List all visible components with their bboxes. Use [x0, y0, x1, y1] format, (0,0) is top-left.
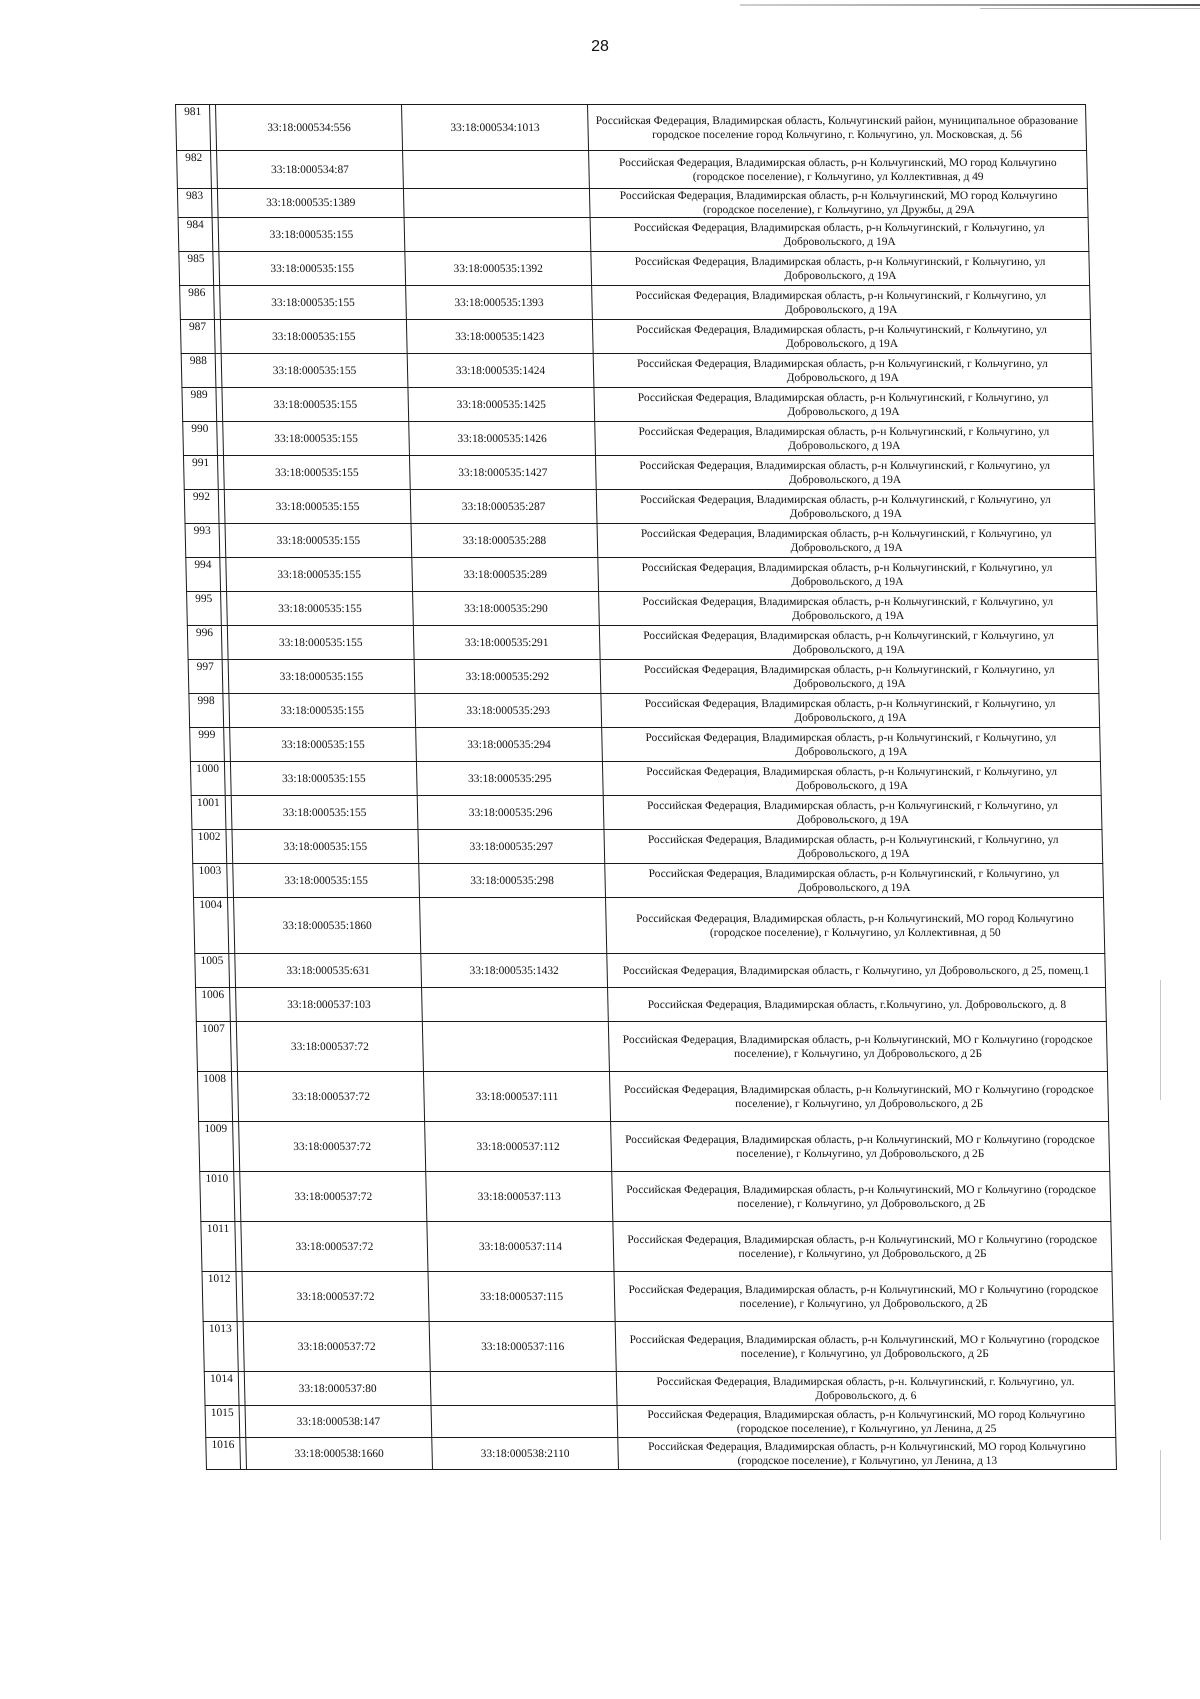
row-number: 1002: [192, 830, 227, 864]
cadastral-number: 33:18:000534:556: [216, 105, 403, 151]
registry-table-body: [176, 105, 1117, 1470]
address: Российская Федерация, Владимирская область, г Кольчугино, ул Добровольского, д 25, помещ.1: [607, 954, 1106, 988]
address: Российская Федерация, Владимирская область, р-н Кольчугинский, г Кольчугино, ул Добровольского, д 19А: [599, 626, 1098, 660]
address: Российская Федерация, Владимирская область, р-н Кольчугинский, г Кольчугино, ул Добровольского, д 19А: [602, 762, 1101, 796]
cadastral-number: 33:18:000537:80: [244, 1372, 431, 1406]
linked-cadastral-number: 33:18:000535:1432: [421, 954, 608, 988]
row-number: 986: [180, 286, 215, 320]
row-number: 1003: [193, 864, 228, 898]
row-number: 998: [189, 694, 224, 728]
linked-cadastral-number: 33:18:000535:1425: [408, 388, 595, 422]
linked-cadastral-number: 33:18:000537:116: [429, 1322, 616, 1372]
address: Российская Федерация, Владимирская область, р-н Кольчугинский, г Кольчугино, ул Добровольского, д 19А: [600, 660, 1099, 694]
cadastral-number: 33:18:000537:72: [241, 1222, 428, 1272]
linked-cadastral-number: 33:18:000538:2110: [432, 1438, 619, 1470]
table-row: [196, 1022, 1107, 1072]
table-row: [193, 864, 1104, 898]
cadastral-number: 33:18:000535:155: [219, 252, 406, 286]
cadastral-number: 33:18:000535:155: [227, 626, 414, 660]
row-number: 997: [188, 660, 223, 694]
linked-cadastral-number: 33:18:000535:292: [414, 660, 601, 694]
linked-cadastral-number: 33:18:000537:112: [425, 1122, 612, 1172]
linked-cadastral-number: [430, 1372, 617, 1406]
address: Российская Федерация, Владимирская область, р-н Кольчугинский, МО город Кольчугино (городское поселение), г Кольчугино, ул Ленина, д 13: [618, 1438, 1117, 1470]
cadastral-number: 33:18:000534:87: [217, 151, 404, 189]
cadastral-number: 33:18:000535:155: [222, 388, 409, 422]
address: Российская Федерация, Владимирская область, р-н Кольчугинский, г Кольчугино, ул Добровольского, д 19А: [595, 456, 1094, 490]
linked-cadastral-number: 33:18:000537:111: [423, 1072, 610, 1122]
address: Российская Федерация, Владимирская область, р-н Кольчугинский, г Кольчугино, ул Добровольского, д 19А: [602, 728, 1101, 762]
table-row: [183, 456, 1094, 490]
row-number: 989: [182, 388, 217, 422]
row-number: 993: [185, 524, 220, 558]
cadastral-number: 33:18:000535:155: [218, 218, 405, 252]
row-number: 1000: [190, 762, 225, 796]
row-number: 992: [184, 490, 219, 524]
address: Российская Федерация, Владимирская область, р-н Кольчугинский, г Кольчугино, ул Добровольского, д 19А: [604, 830, 1103, 864]
row-number: 985: [179, 252, 214, 286]
linked-cadastral-number: 33:18:000535:1393: [406, 286, 593, 320]
linked-cadastral-number: 33:18:000535:1392: [405, 252, 592, 286]
linked-cadastral-number: 33:18:000535:298: [419, 864, 606, 898]
cadastral-number: 33:18:000537:72: [243, 1322, 430, 1372]
linked-cadastral-number: 33:18:000535:296: [417, 796, 604, 830]
cadastral-number: 33:18:000535:155: [224, 490, 411, 524]
linked-cadastral-number: 33:18:000537:115: [428, 1272, 615, 1322]
table-row: [176, 105, 1087, 151]
row-number: 1008: [197, 1072, 232, 1122]
address: Российская Федерация, Владимирская область, р-н Кольчугинский, г Кольчугино, ул Добровольского, д 19А: [595, 422, 1094, 456]
table-row: [191, 796, 1102, 830]
address: Российская Федерация, Владимирская область, р-н Кольчугинский, г Кольчугино, ул Добровольского, д 19А: [601, 694, 1100, 728]
address: Российская Федерация, Владимирская область, г.Кольчугино, ул. Добровольского, д. 8: [608, 988, 1107, 1022]
address: Российская Федерация, Владимирская область, р-н Кольчугинский, г Кольчугино, ул Добровольского, д 19А: [592, 286, 1091, 320]
address: Российская Федерация, Владимирская область, р-н Кольчугинский, МО г Кольчугино (городское поселение), г Кольчугино, ул Добровольского, д 2Б: [609, 1072, 1108, 1122]
cadastral-number: 33:18:000537:72: [236, 1022, 423, 1072]
linked-cadastral-number: 33:18:000535:1424: [407, 354, 594, 388]
linked-cadastral-number: 33:18:000535:1426: [409, 422, 596, 456]
table-row: [206, 1438, 1117, 1470]
cadastral-number: 33:18:000535:155: [227, 592, 414, 626]
registry-table-wrapper: [175, 104, 1100, 1470]
cadastral-number: 33:18:000535:155: [229, 694, 416, 728]
address: Российская Федерация, Владимирская область, р-н Кольчугинский, МО г Кольчугино (городское поселение), г Кольчугино, ул Добровольского, д 2Б: [612, 1172, 1111, 1222]
linked-cadastral-number: 33:18:000535:290: [413, 592, 600, 626]
row-number: 988: [181, 354, 216, 388]
table-row: [187, 626, 1098, 660]
address: Российская Федерация, Владимирская область, р-н Кольчугинский, МО г Кольчугино (городское поселение), г Кольчугино, ул Добровольского, д 2Б: [615, 1322, 1114, 1372]
cadastral-number: 33:18:000535:1860: [234, 898, 421, 954]
table-row: [188, 660, 1099, 694]
table-row: [186, 558, 1097, 592]
linked-cadastral-number: 33:18:000537:113: [426, 1172, 613, 1222]
row-number: 981: [176, 105, 211, 151]
cadastral-number: 33:18:000535:155: [221, 354, 408, 388]
cadastral-number: 33:18:000535:631: [235, 954, 422, 988]
linked-cadastral-number: 33:18:000535:287: [410, 490, 597, 524]
table-row: [184, 490, 1095, 524]
row-number: 1015: [205, 1406, 240, 1438]
address: Российская Федерация, Владимирская область, р-н Кольчугинский, г Кольчугино, ул Добровольского, д 19А: [599, 592, 1098, 626]
table-row: [203, 1322, 1114, 1372]
scan-margin-mark: [1160, 1450, 1161, 1540]
linked-cadastral-number: 33:18:000535:289: [412, 558, 599, 592]
table-row: [197, 1072, 1108, 1122]
row-number: 1001: [191, 796, 226, 830]
address: Российская Федерация, Владимирская область, р-н Кольчугинский, МО г Кольчугино (городское поселение), г Кольчугино, ул Добровольского, д 2Б: [611, 1122, 1110, 1172]
linked-cadastral-number: 33:18:000537:114: [427, 1222, 614, 1272]
address: Российская Федерация, Владимирская область, р-н Кольчугинский, МО г Кольчугино (городское поселение), г Кольчугино, ул Добровольского, д 2Б: [608, 1022, 1107, 1072]
address: Российская Федерация, Владимирская область, р-н Кольчугинский, г Кольчугино, ул Добровольского, д 19А: [605, 864, 1104, 898]
address: Российская Федерация, Владимирская область, р-н. Кольчугинский, г. Кольчугино, ул. Добровольского, д. 6: [616, 1372, 1115, 1406]
cadastral-number: 33:18:000537:72: [240, 1172, 427, 1222]
row-number: 1004: [194, 898, 229, 954]
linked-cadastral-number: [422, 1022, 609, 1072]
linked-cadastral-number: 33:18:000535:1427: [409, 456, 596, 490]
row-number: 984: [178, 218, 213, 252]
table-row: [190, 762, 1101, 796]
cadastral-number: 33:18:000535:155: [230, 762, 417, 796]
row-number: 999: [190, 728, 225, 762]
cadastral-number: 33:18:000535:155: [231, 796, 418, 830]
table-row: [180, 320, 1091, 354]
row-number: 983: [177, 189, 212, 218]
row-number: 987: [180, 320, 215, 354]
table-row: [178, 218, 1089, 252]
row-number: 991: [183, 456, 218, 490]
address: Российская Федерация, Владимирская область, р-н Кольчугинский, МО город Кольчугино (городское поселение), г Кольчугино, ул Дружбы, д 29А: [589, 189, 1088, 218]
row-number: 1012: [202, 1272, 237, 1322]
table-row: [179, 252, 1090, 286]
row-number: 1006: [196, 988, 231, 1022]
linked-cadastral-number: 33:18:000534:1013: [402, 105, 589, 151]
address: Российская Федерация, Владимирская область, р-н Кольчугинский, МО город Кольчугино (городское поселение), г Кольчугино, ул Коллективная, д 49: [589, 151, 1088, 189]
address: Российская Федерация, Владимирская область, р-н Кольчугинский, МО г Кольчугино (городское поселение), г Кольчугино, ул Добровольского, д 2Б: [613, 1222, 1112, 1272]
table-row: [187, 592, 1098, 626]
table-row: [201, 1222, 1112, 1272]
page-number: 28: [591, 38, 609, 55]
address: Российская Федерация, Владимирская область, р-н Кольчугинский, МО город Кольчугино (городское поселение), г Кольчугино, ул Ленина, д 25: [617, 1406, 1116, 1438]
table-row: [202, 1272, 1113, 1322]
row-number: 996: [187, 626, 222, 660]
row-number: 1005: [195, 954, 230, 988]
table-row: [194, 898, 1105, 954]
linked-cadastral-number: 33:18:000535:293: [415, 694, 602, 728]
row-number: 982: [177, 151, 212, 189]
linked-cadastral-number: 33:18:000535:1423: [406, 320, 593, 354]
table-row: [177, 189, 1088, 218]
scan-margin-mark: [1160, 980, 1161, 1100]
table-row: [181, 354, 1092, 388]
cadastral-number: 33:18:000535:155: [230, 728, 417, 762]
cadastral-number: 33:18:000535:1389: [217, 189, 404, 218]
table-row: [205, 1406, 1116, 1438]
table-row: [196, 988, 1107, 1022]
linked-cadastral-number: 33:18:000535:291: [413, 626, 600, 660]
cadastral-number: 33:18:000538:147: [245, 1406, 432, 1438]
table-row: [185, 524, 1096, 558]
linked-cadastral-number: [431, 1406, 618, 1438]
address: Российская Федерация, Владимирская область, р-н Кольчугинский, г Кольчугино, ул Добровольского, д 19А: [596, 490, 1095, 524]
row-number: 990: [183, 422, 218, 456]
row-number: 995: [187, 592, 222, 626]
table-row: [182, 388, 1093, 422]
linked-cadastral-number: 33:18:000535:294: [416, 728, 603, 762]
cadastral-number: 33:18:000537:103: [236, 988, 423, 1022]
linked-cadastral-number: [420, 898, 607, 954]
row-number: 1009: [199, 1122, 234, 1172]
cadastral-number: 33:18:000535:155: [226, 558, 413, 592]
row-number: 1010: [200, 1172, 235, 1222]
address: Российская Федерация, Владимирская область, р-н Кольчугинский, г Кольчугино, ул Добровольского, д 19А: [597, 524, 1096, 558]
cadastral-number: 33:18:000535:155: [225, 524, 412, 558]
cadastral-number: 33:18:000537:72: [242, 1272, 429, 1322]
address: Российская Федерация, Владимирская область, р-н Кольчугинский, г Кольчугино, ул Добровольского, д 19А: [594, 388, 1093, 422]
table-row: [190, 728, 1101, 762]
table-row: [192, 830, 1103, 864]
scan-edge-mark: [740, 4, 1200, 6]
linked-cadastral-number: [422, 988, 609, 1022]
address: Российская Федерация, Владимирская область, р-н Кольчугинский, г Кольчугино, ул Добровольского, д 19А: [603, 796, 1102, 830]
cadastral-number: 33:18:000535:155: [220, 320, 407, 354]
table-row: [200, 1172, 1111, 1222]
address: Российская Федерация, Владимирская область, р-н Кольчугинский, г Кольчугино, ул Добровольского, д 19А: [598, 558, 1097, 592]
address: Российская Федерация, Владимирская область, р-н Кольчугинский, МО г Кольчугино (городское поселение), г Кольчугино, ул Добровольского, д 2Б: [614, 1272, 1113, 1322]
linked-cadastral-number: 33:18:000535:297: [418, 830, 605, 864]
address: Российская Федерация, Владимирская область, р-н Кольчугинский, г Кольчугино, ул Добровольского, д 19А: [591, 252, 1090, 286]
linked-cadastral-number: 33:18:000535:295: [416, 762, 603, 796]
cadastral-number: 33:18:000535:155: [233, 864, 420, 898]
address: Российская Федерация, Владимирская область, р-н Кольчугинский, г Кольчугино, ул Добровольского, д 19А: [590, 218, 1089, 252]
cadastral-number: 33:18:000537:72: [239, 1122, 426, 1172]
cadastral-number: 33:18:000535:155: [223, 422, 410, 456]
table-row: [183, 422, 1094, 456]
linked-cadastral-number: 33:18:000535:288: [411, 524, 598, 558]
linked-cadastral-number: [403, 189, 590, 218]
cadastral-number: 33:18:000537:72: [237, 1072, 424, 1122]
table-row: [180, 286, 1091, 320]
table-row: [204, 1372, 1115, 1406]
address: Российская Федерация, Владимирская область, Кольчугинский район, муниципальное образование городское поселение город Кольчугино, г. Кольчугино, ул. Московская, д. 56: [588, 105, 1087, 151]
row-number: 1014: [204, 1372, 239, 1406]
address: Российская Федерация, Владимирская область, р-н Кольчугинский, г Кольчугино, ул Добровольского, д 19А: [593, 354, 1092, 388]
table-row: [177, 151, 1088, 189]
address: Российская Федерация, Владимирская область, р-н Кольчугинский, МО город Кольчугино (городское поселение), г Кольчугино, ул Коллективная, д 50: [606, 898, 1105, 954]
cadastral-number: 33:18:000535:155: [228, 660, 415, 694]
table-row: [189, 694, 1100, 728]
row-number: 994: [186, 558, 221, 592]
row-number: 1016: [206, 1438, 241, 1470]
cadastral-number: 33:18:000535:155: [220, 286, 407, 320]
linked-cadastral-number: [403, 151, 590, 189]
linked-cadastral-number: [404, 218, 591, 252]
table-row: [199, 1122, 1110, 1172]
cadastral-number: 33:18:000535:155: [223, 456, 410, 490]
row-number: 1013: [203, 1322, 238, 1372]
registry-table: [175, 104, 1117, 1470]
scan-edge-mark: [980, 8, 1200, 9]
row-number: 1007: [196, 1022, 231, 1072]
row-number: 1011: [201, 1222, 236, 1272]
cadastral-number: 33:18:000535:155: [232, 830, 419, 864]
cadastral-number: 33:18:000538:1660: [246, 1438, 433, 1470]
table-row: [195, 954, 1106, 988]
address: Российская Федерация, Владимирская область, р-н Кольчугинский, г Кольчугино, ул Добровольского, д 19А: [592, 320, 1091, 354]
